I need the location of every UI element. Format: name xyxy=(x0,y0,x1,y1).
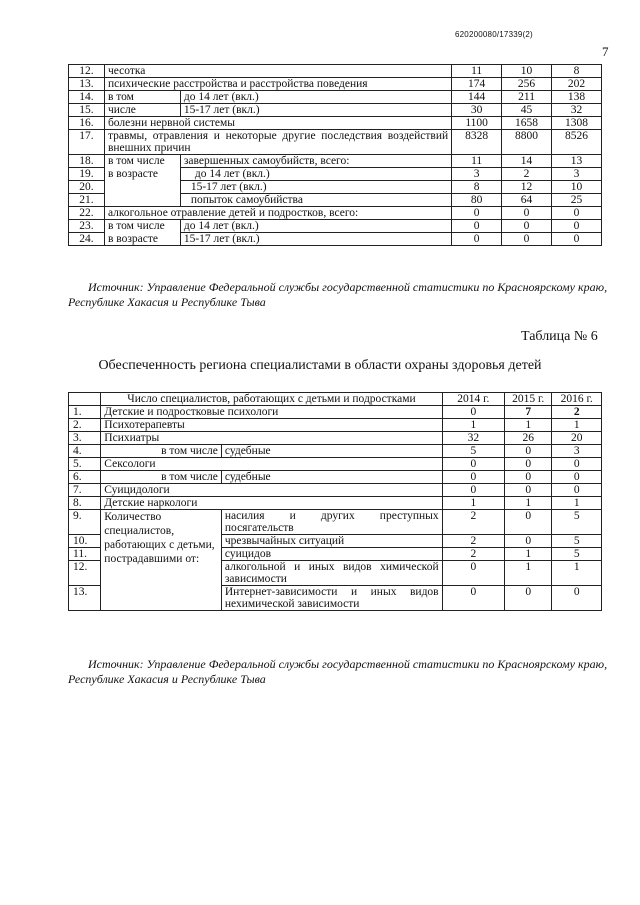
specialists-table xyxy=(68,392,602,611)
value-2015: 1 xyxy=(505,497,552,510)
value-2015: 0 xyxy=(502,233,552,246)
value-2015: 10 xyxy=(502,65,552,78)
value-2014: 144 xyxy=(452,91,502,104)
value-2015: 1658 xyxy=(502,117,552,130)
value-2016: 1308 xyxy=(552,117,602,130)
row-label: до 14 лет (вкл.) xyxy=(180,168,451,181)
row-group: числе xyxy=(104,104,180,117)
value-2016: 32 xyxy=(552,104,602,117)
value-2016: 0 xyxy=(552,484,602,497)
row-number: 10. xyxy=(69,535,101,548)
table-row xyxy=(69,78,602,91)
value-2015: 45 xyxy=(502,104,552,117)
value-2016: 0 xyxy=(552,220,602,233)
row-group: в том числе xyxy=(104,220,180,233)
value-2016: 202 xyxy=(552,78,602,91)
value-2014: 2 xyxy=(442,510,504,535)
row-number: 12. xyxy=(69,65,105,78)
table-row xyxy=(69,406,602,419)
row-label: до 14 лет (вкл.) xyxy=(180,220,451,233)
row-label: алкогольное отравление детей и подростков, всего: xyxy=(104,207,451,220)
value-2014: 11 xyxy=(452,65,502,78)
value-2015: 12 xyxy=(502,181,552,194)
row-label: чесотка xyxy=(104,65,451,78)
value-2015: 64 xyxy=(502,194,552,207)
row-number: 23. xyxy=(69,220,105,233)
value-2015: 0 xyxy=(505,471,552,484)
row-group: в том числе xyxy=(104,155,180,168)
table-row xyxy=(69,155,602,168)
value-2016: 25 xyxy=(552,194,602,207)
value-2015: 1 xyxy=(505,548,552,561)
value-2014: 2 xyxy=(442,548,504,561)
table-row xyxy=(69,104,602,117)
row-number: 13. xyxy=(69,586,101,611)
table-row xyxy=(69,207,602,220)
value-2015: 0 xyxy=(505,484,552,497)
value-2014: 0 xyxy=(442,406,504,419)
row-number: 8. xyxy=(69,497,101,510)
row-label: психические расстройства и расстройства поведения xyxy=(104,78,451,91)
row-number: 17. xyxy=(69,130,105,155)
header-2014: 2014 г. xyxy=(442,393,504,406)
row-number: 7. xyxy=(69,484,101,497)
row-label: Детские и подростковые психологи xyxy=(101,406,442,419)
header-number-cell xyxy=(69,393,101,406)
row-number: 3. xyxy=(69,432,101,445)
value-2014: 8 xyxy=(452,181,502,194)
header-2015: 2015 г. xyxy=(505,393,552,406)
row-number: 13. xyxy=(69,78,105,91)
value-2016: 3 xyxy=(552,168,602,181)
value-2015: 14 xyxy=(502,155,552,168)
value-2014: 30 xyxy=(452,104,502,117)
value-2016: 10 xyxy=(552,181,602,194)
value-2015: 0 xyxy=(505,535,552,548)
value-2016: 0 xyxy=(552,458,602,471)
value-2016: 8 xyxy=(552,65,602,78)
value-2015: 0 xyxy=(502,207,552,220)
row-label: Детские наркологи xyxy=(101,497,442,510)
table-title: Обеспеченность региона специалистами в области охраны здоровья детей xyxy=(98,358,542,373)
row-group: в возрасте xyxy=(104,168,180,207)
table-row xyxy=(69,419,602,432)
table-row xyxy=(69,458,602,471)
row-label: насилия и других преступных посягательств xyxy=(221,510,442,535)
table-number-label: Таблица № 6 xyxy=(521,329,598,344)
row-label: 15-17 лет (вкл.) xyxy=(180,104,451,117)
row-number: 14. xyxy=(69,91,105,104)
value-2014: 11 xyxy=(452,155,502,168)
value-2014: 2 xyxy=(442,535,504,548)
row-number: 1. xyxy=(69,406,101,419)
row-group: в том числе xyxy=(101,471,222,484)
row-label: до 14 лет (вкл.) xyxy=(180,91,451,104)
table-row xyxy=(69,233,602,246)
value-2014: 5 xyxy=(442,445,504,458)
group-label: Количество специалистов, работающих с детьми, пострадавшими от: xyxy=(101,510,222,611)
value-2014: 0 xyxy=(442,471,504,484)
value-2015: 26 xyxy=(505,432,552,445)
row-group: в том xyxy=(104,91,180,104)
table-row xyxy=(69,510,602,535)
row-number: 16. xyxy=(69,117,105,130)
row-number: 22. xyxy=(69,207,105,220)
value-2015: 0 xyxy=(505,445,552,458)
page-number: 7 xyxy=(602,44,609,59)
row-number: 24. xyxy=(69,233,105,246)
value-2014: 3 xyxy=(452,168,502,181)
row-number: 19. xyxy=(69,168,105,181)
value-2014: 1 xyxy=(442,497,504,510)
value-2016: 20 xyxy=(552,432,602,445)
row-label: Психотерапевты xyxy=(101,419,442,432)
row-label: чрезвычайных ситуаций xyxy=(221,535,442,548)
row-number: 11. xyxy=(69,548,101,561)
value-2016: 5 xyxy=(552,510,602,535)
table-row xyxy=(69,130,602,155)
value-2015: 8800 xyxy=(502,130,552,155)
value-2015: 0 xyxy=(505,510,552,535)
row-group: в возрасте xyxy=(104,233,180,246)
value-2015: 0 xyxy=(502,220,552,233)
value-2016: 5 xyxy=(552,535,602,548)
value-2016: 13 xyxy=(552,155,602,168)
table-row xyxy=(69,117,602,130)
value-2014: 0 xyxy=(452,220,502,233)
row-number: 6. xyxy=(69,471,101,484)
value-2015: 1 xyxy=(505,419,552,432)
table-row xyxy=(69,471,602,484)
value-2016: 0 xyxy=(552,233,602,246)
document-id: 620200080/17339(2) xyxy=(455,30,533,39)
value-2014: 1 xyxy=(442,419,504,432)
value-2015: 0 xyxy=(505,458,552,471)
table-row xyxy=(69,484,602,497)
table-row xyxy=(69,432,602,445)
value-2015: 256 xyxy=(502,78,552,91)
row-number: 2. xyxy=(69,419,101,432)
value-2016: 0 xyxy=(552,586,602,611)
header-label: Число специалистов, работающих с детьми и подростками xyxy=(101,393,442,406)
row-label: 15-17 лет (вкл.) xyxy=(180,233,451,246)
row-number: 12. xyxy=(69,561,101,586)
table2-source-note: Источник: Управление Федеральной службы государственной статистики по Красноярскому краю, Республике Хакасия и Республике Тыва xyxy=(68,657,608,686)
value-2014: 80 xyxy=(452,194,502,207)
row-label: попыток самоубийства xyxy=(180,194,451,207)
table-row xyxy=(69,65,602,78)
table1-source-note: Источник: Управление Федеральной службы государственной статистики по Красноярскому краю, Республике Хакасия и Республике Тыва xyxy=(68,280,608,309)
row-label: травмы, отравления и некоторые другие последствия воздействий внешних причин xyxy=(104,130,451,155)
table-row xyxy=(69,445,602,458)
value-2014: 0 xyxy=(442,484,504,497)
row-number: 9. xyxy=(69,510,101,535)
value-2016: 1 xyxy=(552,497,602,510)
table-row xyxy=(69,497,602,510)
value-2016: 1 xyxy=(552,419,602,432)
row-label: 15-17 лет (вкл.) xyxy=(180,181,451,194)
row-label: болезни нервной системы xyxy=(104,117,451,130)
row-label: Сексологи xyxy=(101,458,442,471)
value-2015: 0 xyxy=(505,586,552,611)
value-2014: 0 xyxy=(442,561,504,586)
value-2016: 0 xyxy=(552,207,602,220)
value-2014: 0 xyxy=(442,458,504,471)
value-2014: 32 xyxy=(442,432,504,445)
table-row xyxy=(69,220,602,233)
table-header-row xyxy=(69,393,602,406)
morbidity-table xyxy=(68,64,602,246)
value-2016: 138 xyxy=(552,91,602,104)
value-2016: 1 xyxy=(552,561,602,586)
value-2015: 7 xyxy=(505,406,552,419)
row-number: 5. xyxy=(69,458,101,471)
row-group: в том числе xyxy=(101,445,222,458)
value-2016: 8526 xyxy=(552,130,602,155)
table-row xyxy=(69,168,602,181)
header-2016: 2016 г. xyxy=(552,393,602,406)
value-2016: 5 xyxy=(552,548,602,561)
value-2016: 3 xyxy=(552,445,602,458)
value-2016: 2 xyxy=(552,406,602,419)
row-label: Психиатры xyxy=(101,432,442,445)
table-row xyxy=(69,91,602,104)
value-2016: 0 xyxy=(552,471,602,484)
value-2014: 1100 xyxy=(452,117,502,130)
value-2015: 211 xyxy=(502,91,552,104)
value-2015: 2 xyxy=(502,168,552,181)
row-number: 21. xyxy=(69,194,105,207)
row-label: судебные xyxy=(221,445,442,458)
row-number: 4. xyxy=(69,445,101,458)
value-2014: 0 xyxy=(442,586,504,611)
row-number: 15. xyxy=(69,104,105,117)
row-label: суицидов xyxy=(221,548,442,561)
value-2014: 0 xyxy=(452,233,502,246)
value-2015: 1 xyxy=(505,561,552,586)
value-2014: 0 xyxy=(452,207,502,220)
row-label: завершенных самоубийств, всего: xyxy=(180,155,451,168)
row-label: Суицидологи xyxy=(101,484,442,497)
value-2014: 8328 xyxy=(452,130,502,155)
row-number: 20. xyxy=(69,181,105,194)
row-label: судебные xyxy=(221,471,442,484)
row-label: Интернет-зависимости и иных видов нехимической зависимости xyxy=(221,586,442,611)
value-2014: 174 xyxy=(452,78,502,91)
row-label: алкогольной и иных видов химической зависимости xyxy=(221,561,442,586)
row-number: 18. xyxy=(69,155,105,168)
